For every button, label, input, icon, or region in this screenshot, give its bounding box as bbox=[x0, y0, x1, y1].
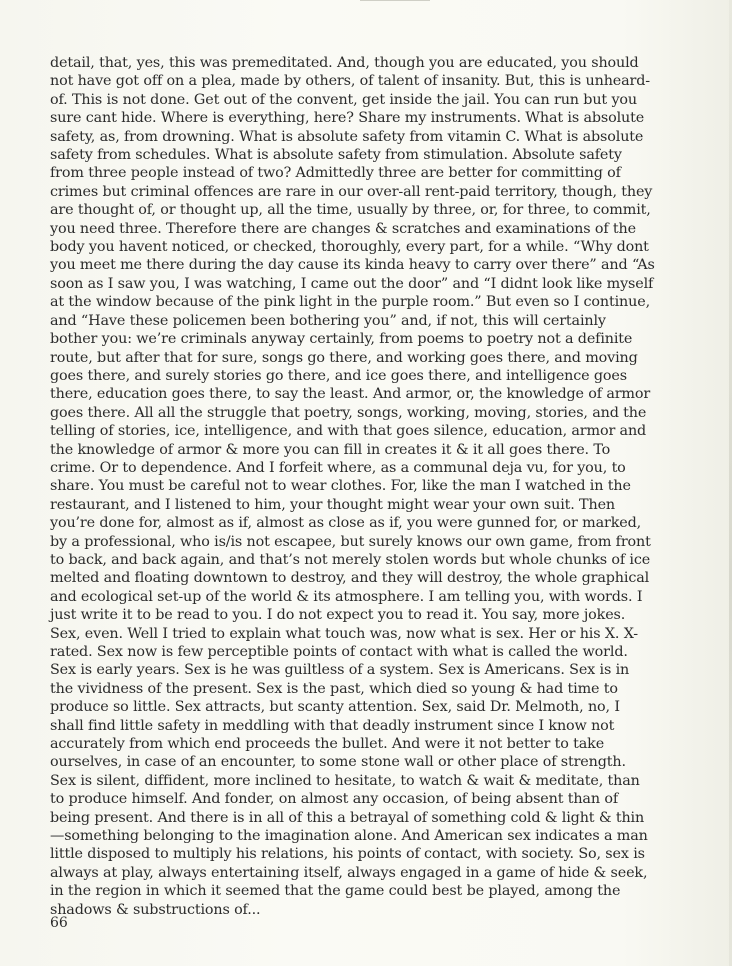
page-number: 66 bbox=[50, 915, 68, 931]
body-text: detail, that, yes, this was premeditated. And, though you are educated, you should not have got off on a plea, made by others, of talent of insanity. But, this is unheard-of. This is not done. Get out of the convent, get inside the jail. You can run but you sure cant hide. Where is everything, here? Share my instruments. What is absolute safety, as, from drowning. What is absolute safety from vitamin C. What is absolute safety from schedules. What is absolute safety from stimulation. Absolute safety from three people instead of two? Admittedly three are better for committing of crimes but criminal offences are rare in our over-all rent-paid territory, though, they are thought of, or thought up, all the time, usually by three, or, for three, to commit, you need three. Therefore there are changes & scratches and examinations of the body you havent noticed, or checked, thoroughly, every part, for a while. “Why dont you meet me there during the day cause its kinda heavy to carry over there” and “As soon as I saw you, I was watching, I came out the door” and “I didnt look like myself at the window because of the pink light in the purple room.” But even so I continue, and “Have these policemen been bothering you” and, if not, this will certainly bother you: we’re criminals anyway certainly, from poems to poetry not a definite route, but after that for sure, songs go there, and working goes there, and moving goes there, and surely stories go there, and ice goes there, and intelligence goes there, education goes there, to say the least. And armor, or, the knowledge of armor goes there. All all the struggle that poetry, songs, working, moving, stories, and the telling of stories, ice, intelligence, and with that goes silence, education, armor and the knowledge of armor & more you can fill in creates it & it all goes there. To crime. Or to dependence. And I forfeit where, as a communal deja vu, for you, to share. You must be careful not to wear clothes. For, like the man I watched in the restaurant, and I listened to him, your thought might wear your own suit. Then you’re done for, almost as if, almost as close as if, you were gunned for, or marked, by a professional, who is/is not escapee, but surely knows our own game, from front to back, and back again, and that’s not merely stolen words but whole chunks of ice melted and floating downtown to destroy, and they will destroy, the whole graphical and ecological set-up of the world & its atmosphere. I am telling you, with words. I just write it to be read to you. I do not expect you to read it. You say, more jokes. Sex, even. Well I tried to explain what touch was, now what is sex. Her or his X. X-rated. Sex now is few perceptible points of contact with what is called the world. Sex is early years. Sex is he was guiltless of a system. Sex is Americans. Sex is in the vividness of the present. Sex is the past, which died so young & had time to produce so little. Sex attracts, but scanty attention. Sex, said Dr. Melmoth, no, I shall find little safety in meddling with that deadly instrument since I know not accurately from which end proceeds the bullet. And were it not better to take ourselves, in case of an encounter, to some stone wall or other place of strength. Sex is silent, diffident, more inclined to hesitate, to watch & wait & meditate, than to produce himself. And fonder, on almost any occasion, of being absent than of being present. And there is in all of this a betrayal of something cold & light & thin—something belonging to the imagination alone. And American sex indicates a man little disposed to multiply his relations, his points of contact, with society. So, sex is always at play, always entertaining itself, always engaged in a game of hide & seek, in the region in which it seemed that the game could best be played, among the shadows & substructions of... bbox=[50, 55, 655, 918]
page-top-edge bbox=[360, 0, 430, 1]
